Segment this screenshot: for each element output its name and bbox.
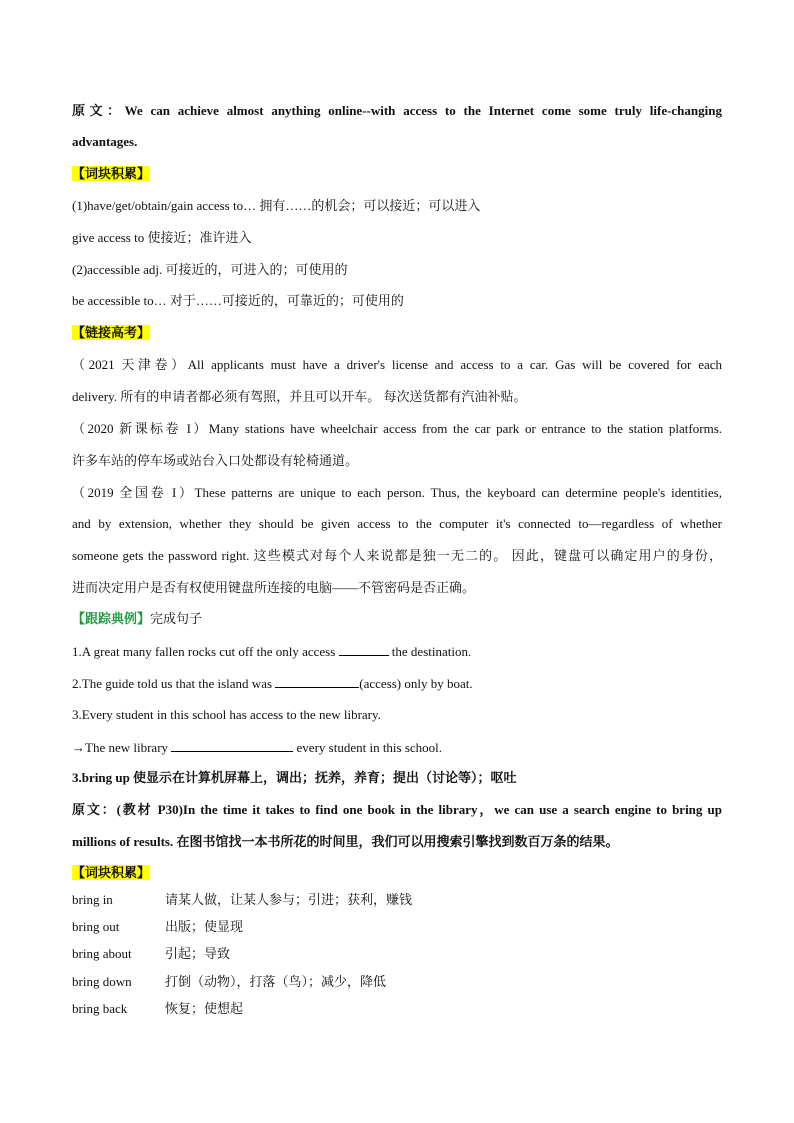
bring-up-heading: 3.bring up 使显示在计算机屏幕上，调出；抚养，养育；提出（讨论等）；呕吐: [72, 770, 517, 785]
question-2: [72, 674, 722, 693]
question-3-rewrite: [72, 738, 722, 757]
vocab-row: [72, 918, 722, 936]
question-2-after: (access) only by boat.: [359, 676, 473, 691]
vocab-meaning: 请某人做，让某人参与；引进；获利，赚钱: [165, 892, 413, 907]
exam-2-line-1: （2020 新课标卷 I）Many stations have wheelchair access from the car park or entrance to the station platforms.: [72, 421, 722, 436]
practice-label: 【跟踪典例】: [72, 611, 151, 626]
chunk-header-label: 【词块积累】: [72, 166, 151, 181]
exam-3-line-3: someone gets the password right. 这些模式对每个人来说都是独一无二的。 因此，键盘可以确定用户的身份，: [72, 548, 722, 563]
exam-link-header: [72, 324, 722, 342]
chunk-accumulation-header: [72, 165, 722, 183]
vocab-term: bring in: [72, 892, 113, 907]
question-3-blank[interactable]: [171, 738, 293, 752]
exam-3-line-4: 进而决定用户是否有权使用键盘所连接的电脑——不管密码是否正确。: [72, 580, 476, 595]
vocab-term: bring down: [72, 974, 132, 989]
section2-chunk-label: 【词块积累】: [72, 865, 151, 880]
question-1-blank[interactable]: [339, 642, 389, 656]
exam-3-line-1: （2019 全国卷 I）These patterns are unique to each person. Thus, the keyboard can determine people's identities,: [72, 485, 722, 500]
vocab-row: [72, 1000, 722, 1018]
practice-header: [72, 610, 722, 628]
vocab-row: [72, 973, 722, 991]
chunk-item-3: (2)accessible adj. 可接近的，可进入的；可使用的: [72, 262, 348, 277]
question-1: [72, 642, 722, 661]
section2-original-line-1: [72, 801, 722, 819]
section2-original-line-2: millions of results. 在图书馆找一本书所花的时间里，我们可以用搜索引擎找到数百万条的结果。: [72, 834, 619, 849]
question-3-rewrite-after: every student in this school.: [293, 740, 443, 755]
vocab-meaning: 出版；使显现: [165, 919, 244, 934]
original-sentence-part-1: We can achieve almost anything online--with access to the Internet come some truly life-changing: [124, 103, 722, 118]
section2-original-label: 原文：(教材 P30): [72, 802, 183, 817]
exam-1-line-1: （2021 天津卷）All applicants must have a driver's license and access to a car. Gas will be covered for each: [72, 357, 722, 372]
question-3-rewrite-before: →The new library: [72, 740, 172, 755]
exam-1-line-2: delivery. 所有的申请者都必须有驾照，并且可以开车。 每次送货都有汽油补贴。: [72, 389, 527, 404]
vocab-row: [72, 891, 722, 909]
vocab-term: bring back: [72, 1001, 128, 1016]
original-label: 原文：: [72, 103, 125, 118]
vocab-meaning: 恢复；使想起: [165, 1001, 244, 1016]
vocab-row: [72, 945, 722, 963]
exam-link-label: 【链接高考】: [72, 325, 151, 340]
question-2-before: 2.The guide told us that the island was: [72, 676, 276, 691]
question-1-before: 1.A great many fallen rocks cut off the only access: [72, 644, 339, 659]
chunk-item-4: be accessible to… 对于……可接近的，可靠近的；可使用的: [72, 293, 404, 308]
vocab-meaning: 引起；导致: [165, 946, 231, 961]
question-2-blank[interactable]: [275, 674, 359, 688]
question-3: 3.Every student in this school has access to the new library.: [72, 707, 381, 722]
section2-original-sentence: In the time it takes to find one book in the library，we can use a search engine to bring up: [182, 802, 722, 817]
practice-title: 完成句子: [150, 611, 203, 626]
vocab-term: bring about: [72, 946, 132, 961]
original-text-line-1: [72, 102, 722, 120]
question-1-after: the destination.: [388, 644, 472, 659]
original-text-line-2: advantages.: [72, 134, 138, 149]
exam-3-line-2: and by extension, whether they should be given access to the computer it's connected to—regardless of whether: [72, 516, 722, 531]
chunk-item-2: give access to 使接近；准许进入: [72, 230, 252, 245]
exam-2-line-2: 许多车站的停车场或站台入口处都设有轮椅通道。: [72, 453, 359, 468]
chunk-item-1: (1)have/get/obtain/gain access to… 拥有……的机会；可以接近；可以进入: [72, 198, 481, 213]
vocab-term: bring out: [72, 919, 120, 934]
section2-chunk-header: [72, 864, 722, 882]
vocab-meaning: 打倒（动物），打落（鸟）；减少，降低: [165, 974, 387, 989]
